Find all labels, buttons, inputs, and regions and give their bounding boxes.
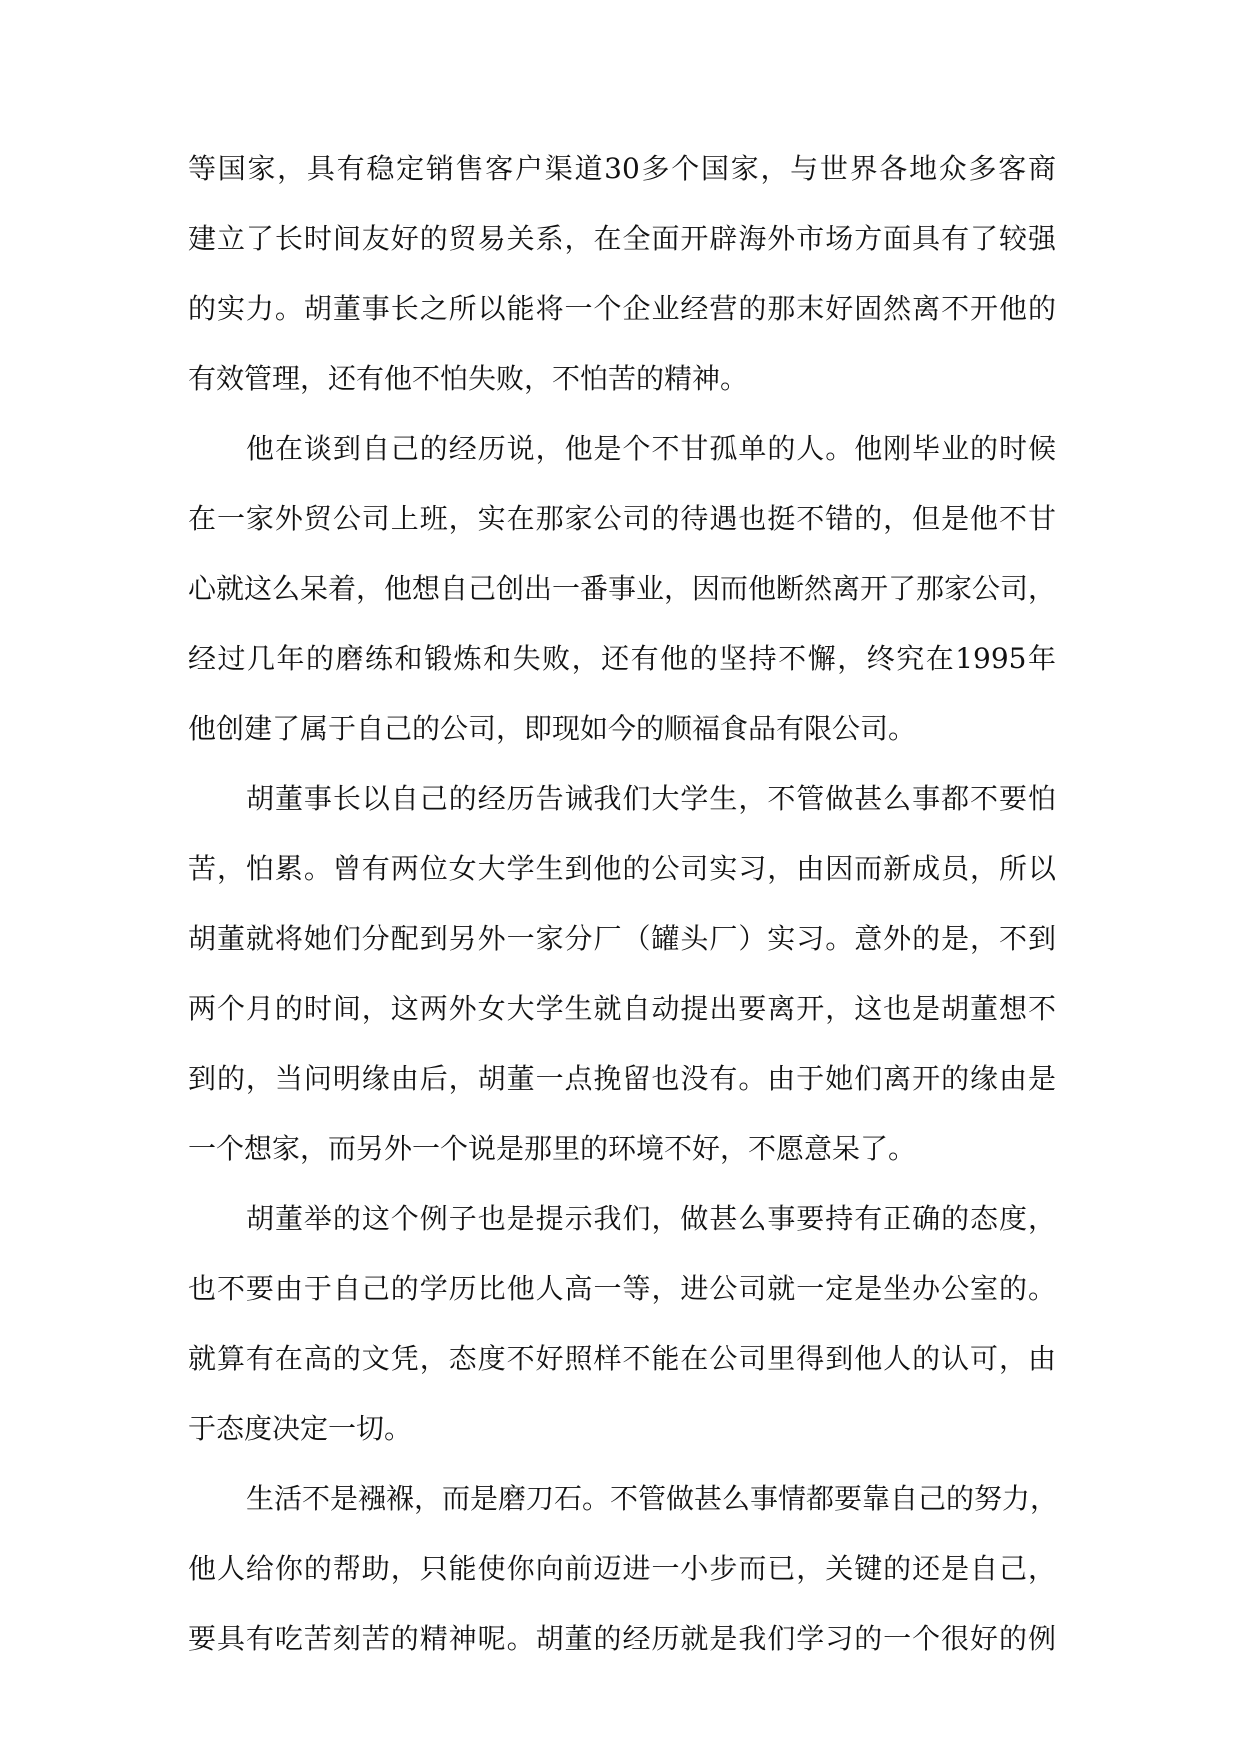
paragraph-first-line: 他在谈到自己的经历说，他是个不甘孤单的人。他刚毕业的时候 xyxy=(246,432,1056,465)
paragraph-first-line: 胡董事长以自己的经历告诫我们大学生，不管做甚么事都不要怕 xyxy=(246,782,1056,815)
document-body xyxy=(188,151,1059,1691)
text-line: 就算有在高的文凭，态度不好照样不能在公司里得到他人的认可，由 xyxy=(188,1342,1056,1375)
text-line: 到的，当问明缘由后，胡董一点挽留也没有。由于她们离开的缘由是 xyxy=(188,1062,1056,1095)
text-line: 在一家外贸公司上班，实在那家公司的待遇也挺不错的，但是他不甘 xyxy=(188,502,1056,535)
text-line: 他人给你的帮助，只能使你向前迈进一小步而已，关键的还是自己， xyxy=(188,1552,1056,1585)
text-line: 胡董就将她们分配到另外一家分厂（罐头厂）实习。意外的是，不到 xyxy=(188,922,1056,955)
text-line: 苦，怕累。曾有两位女大学生到他的公司实习，由因而新成员，所以 xyxy=(188,852,1056,885)
text-line: 的实力。胡董事长之所以能将一个企业经营的那末好固然离不开他的 xyxy=(188,292,1056,325)
text-line: 一个想家，而另外一个说是那里的环境不好，不愿意呆了。 xyxy=(188,1132,917,1165)
text-line: 要具有吃苦刻苦的精神呢。胡董的经历就是我们学习的一个很好的例 xyxy=(188,1622,1056,1655)
text-line: 于态度决定一切。 xyxy=(188,1412,413,1445)
text-line: 有效管理，还有他不怕失败，不怕苦的精神。 xyxy=(188,362,749,395)
text-line: 建立了长时间友好的贸易关系，在全面开辟海外市场方面具有了较强 xyxy=(188,222,1056,255)
text-line: 两个月的时间，这两外女大学生就自动提出要离开，这也是胡董想不 xyxy=(188,992,1056,1025)
text-line: 等国家，具有稳定销售客户渠道30多个国家，与世界各地众多客商 xyxy=(188,152,1056,185)
text-line: 心就这么呆着，他想自己创出一番事业，因而他断然离开了那家公司， xyxy=(188,572,1057,605)
text-line: 经过几年的磨练和锻炼和失败，还有他的坚持不懈，终究在1995年 xyxy=(188,642,1056,675)
paragraph-first-line: 胡董举的这个例子也是提示我们，做甚么事要持有正确的态度， xyxy=(246,1202,1056,1235)
text-line: 他创建了属于自己的公司，即现如今的顺福食品有限公司。 xyxy=(188,712,917,745)
text-line: 也不要由于自己的学历比他人高一等，进公司就一定是坐办公室的。 xyxy=(188,1272,1056,1305)
paragraph-first-line: 生活不是襁褓，而是磨刀石。不管做甚么事情都要靠自己的努力， xyxy=(246,1482,1059,1515)
